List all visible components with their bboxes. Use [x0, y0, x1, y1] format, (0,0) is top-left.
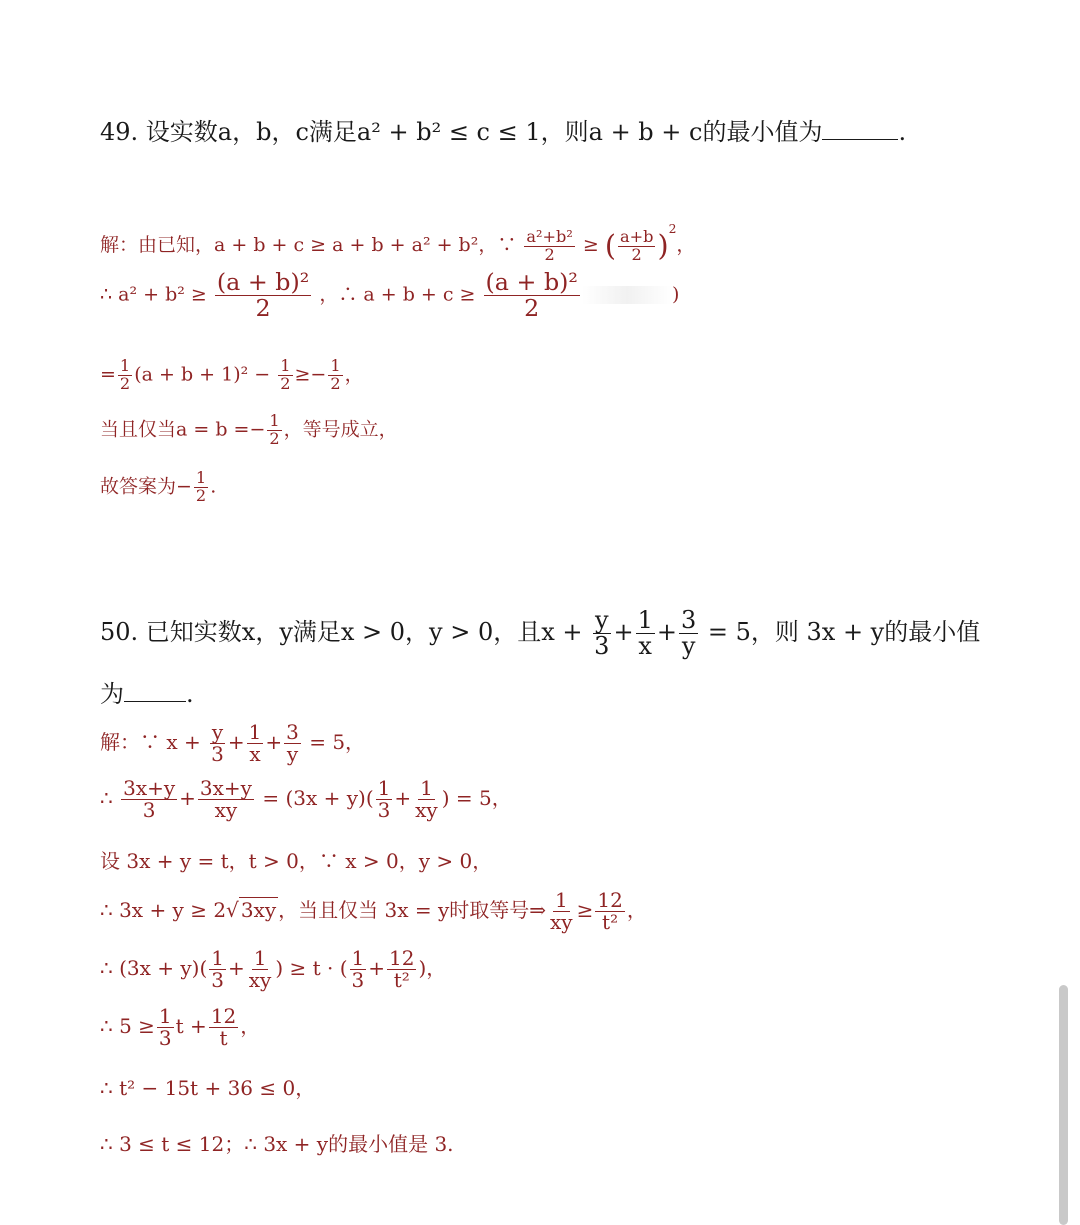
text: 50. 已知实数x，y满足x > 0，y > 0，且x +: [100, 618, 583, 647]
fraction: [198, 778, 254, 821]
denominator: y: [286, 742, 299, 766]
fraction: [350, 948, 367, 991]
denominator: t²: [393, 968, 410, 992]
scrollbar[interactable]: [1059, 985, 1068, 1225]
fraction: [247, 722, 264, 765]
question-50-line-1: [100, 608, 980, 659]
question-50-line-2: [100, 674, 194, 709]
solution-49-line-1: [100, 222, 695, 263]
text: ，当且仅当 3x = y时取等号⇒: [278, 898, 547, 922]
numerator: 1: [377, 776, 391, 800]
numerator: 3: [286, 720, 299, 744]
text: ，: [240, 1014, 261, 1038]
text: )，: [418, 956, 447, 980]
solution-50-line-1: [100, 722, 365, 765]
numerator: 1: [195, 468, 207, 487]
denominator: 2: [544, 244, 555, 264]
fraction: [194, 470, 208, 505]
denominator: 3: [377, 798, 391, 822]
text: .: [210, 475, 217, 498]
text: 故答案为−: [100, 475, 192, 498]
numerator: 1: [253, 946, 267, 970]
denominator: 2: [330, 373, 341, 393]
denominator: t²: [602, 910, 619, 934]
denominator: 3: [142, 798, 156, 822]
text: +: [656, 618, 677, 647]
solution-50-line-5: [100, 948, 446, 991]
numerator: 1: [637, 606, 653, 634]
text: 当且仅当a = b =−: [100, 418, 266, 441]
text: ) ≥ t · (: [275, 956, 348, 980]
fraction: [247, 948, 274, 991]
text: ∴ 5 ≥: [100, 1014, 155, 1038]
fraction: [548, 890, 575, 933]
solution-49-line-5: [100, 470, 216, 505]
fraction: [284, 722, 301, 765]
text: ，: [676, 234, 696, 256]
text: ≥−: [294, 363, 327, 386]
fraction: [121, 778, 177, 821]
denominator: 2: [195, 485, 207, 505]
question-49: [100, 112, 906, 147]
text: +: [179, 786, 196, 810]
text: 设 3x + y = t，t > 0，∵ x > 0，y > 0，: [100, 849, 493, 873]
fraction: [484, 270, 580, 321]
denominator: 2: [269, 428, 280, 448]
numerator: 1: [269, 411, 280, 430]
fraction: [278, 358, 292, 393]
numerator: y: [211, 720, 224, 744]
text: ) = 5，: [441, 786, 512, 810]
question-49-end: .: [898, 118, 907, 146]
fraction: [209, 1006, 238, 1049]
text: 解：∵ x +: [100, 730, 201, 754]
fraction: [209, 722, 226, 765]
numerator: 1: [280, 356, 291, 375]
numerator: (a + b)²: [485, 268, 578, 296]
text: (a + b + 1)² −: [134, 363, 271, 386]
numerator: 12: [210, 1004, 237, 1028]
denominator: t: [219, 1026, 228, 1050]
fraction: [157, 1006, 174, 1049]
paren-left: (: [604, 229, 616, 263]
numerator: 3: [680, 606, 697, 634]
fraction: [387, 948, 416, 991]
text: ∴ t² − 15t + 36 ≤ 0，: [100, 1076, 316, 1100]
fraction: [376, 778, 393, 821]
fraction: [209, 948, 226, 991]
fraction: [215, 270, 311, 321]
denominator: 2: [524, 293, 540, 322]
fraction: [679, 608, 698, 659]
sqrt-radicand: 3xy: [240, 898, 277, 922]
text: =: [100, 363, 116, 386]
numerator: 1: [211, 946, 224, 970]
paren-right: ): [657, 229, 669, 263]
denominator: 3: [211, 968, 224, 992]
blurred-region: [582, 286, 672, 304]
numerator: 1: [248, 720, 262, 744]
solution-50-line-8: [100, 1128, 454, 1157]
text: ，∴ a + b + c ≥: [319, 283, 476, 306]
numerator: 3x+y: [199, 776, 252, 800]
denominator: 3: [351, 968, 365, 992]
text: 为: [100, 680, 124, 708]
solution-50-line-4: [100, 890, 647, 933]
text: +: [228, 956, 245, 980]
numerator: 1: [420, 776, 433, 800]
fraction: [118, 358, 132, 393]
fraction: [524, 226, 574, 264]
answer-blank: [124, 677, 186, 702]
text: ∴ 3x + y ≥ 2√: [100, 898, 239, 922]
fraction: [595, 890, 624, 933]
numerator: 1: [554, 888, 568, 912]
denominator: xy: [415, 798, 438, 822]
fraction: [267, 413, 281, 448]
solution-50-line-7: [100, 1072, 315, 1101]
numerator: (a + b)²: [216, 268, 310, 296]
text: ∴ 3 ≤ t ≤ 12；∴ 3x + y的最小值是 3.: [100, 1132, 454, 1156]
text: ∴ (3x + y)(: [100, 956, 208, 980]
denominator: xy: [550, 910, 573, 934]
fraction: [592, 608, 611, 659]
denominator: 2: [280, 373, 291, 393]
text: .: [186, 680, 194, 708]
answer-blank: [822, 115, 898, 140]
text: ，: [626, 898, 647, 922]
denominator: x: [638, 632, 652, 661]
text: ∴ a² + b² ≥: [100, 283, 207, 306]
text: ，: [344, 363, 364, 386]
denominator: 3: [211, 742, 224, 766]
denominator: 3: [594, 632, 610, 661]
numerator: 1: [330, 356, 341, 375]
numerator: 12: [597, 888, 623, 912]
text: ，等号成立，: [283, 418, 398, 441]
solution-50-line-6: [100, 1006, 260, 1049]
numerator: 1: [158, 1004, 172, 1028]
denominator: 2: [255, 293, 271, 322]
text: ≥: [576, 898, 594, 922]
denominator: 2: [631, 244, 642, 264]
text: = 5，: [309, 730, 366, 754]
numerator: y: [595, 606, 609, 634]
text: +: [265, 730, 283, 754]
numerator: 1: [351, 946, 365, 970]
text: t +: [175, 1014, 207, 1038]
solution-50-line-2: [100, 778, 512, 821]
text: +: [368, 956, 386, 980]
solution-49-line-3: [100, 358, 364, 393]
denominator: x: [249, 742, 261, 766]
text: ≥: [582, 234, 599, 256]
exponent: 2: [668, 222, 677, 236]
denominator: 2: [119, 373, 131, 393]
numerator: a+b: [619, 226, 654, 246]
solution-49-line-4: [100, 413, 398, 448]
numerator: a²+b²: [526, 226, 573, 246]
denominator: 3: [158, 1026, 172, 1050]
text: = (3x + y)(: [262, 786, 374, 810]
text: = 5，则 3x + y的最小值: [707, 618, 981, 647]
fraction: [413, 778, 440, 821]
text: ): [671, 283, 680, 306]
numerator: 1: [119, 356, 131, 375]
question-49-text: 49. 设实数a，b，c满足a² + b² ≤ c ≤ 1，则a + b + c的最小值为: [100, 118, 823, 146]
denominator: xy: [214, 798, 238, 822]
text: 解：由已知，a + b + c ≥ a + b + a² + b²，∵: [100, 234, 517, 256]
text: +: [227, 730, 245, 754]
solution-50-line-3: [100, 845, 492, 874]
text: ∴: [100, 786, 113, 810]
denominator: y: [681, 632, 696, 661]
text: +: [613, 618, 634, 647]
denominator: xy: [248, 968, 272, 992]
numerator: 12: [389, 946, 415, 970]
fraction: [636, 608, 655, 659]
solution-49-line-2: [100, 270, 679, 321]
text: +: [394, 786, 412, 810]
fraction: [618, 226, 655, 264]
fraction: [328, 358, 342, 393]
numerator: 3x+y: [123, 776, 176, 800]
